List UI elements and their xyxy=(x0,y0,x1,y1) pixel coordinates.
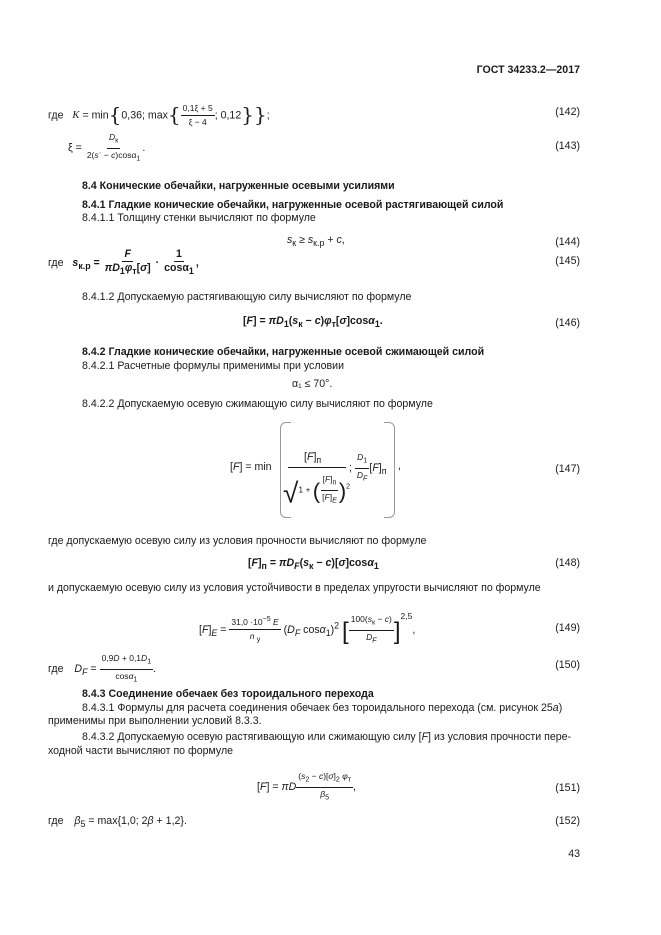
eq144-label: (144) xyxy=(555,236,580,248)
eq151-formula: [F] = πD $\frac{(s_2 - c)[\sigma]_2 \varphi_т}{\beta_5}$ , xyxy=(257,771,356,802)
eq147-lhs: [F] = min xyxy=(230,461,272,473)
eq144-formula: $s_к \ge s_{к.р} + c$, xyxy=(287,234,345,249)
para-8-4-3-1b: применимы при выполнении условий 8.3.3. xyxy=(48,715,262,727)
eq147-ratio: ; $\frac{D_1}{D_F}$ $[F]_п$ xyxy=(349,452,387,483)
eq146-formula: $[F] = \pi D_1(s_к - c)\varphi_т[\sigma]\cos\alpha_1$. xyxy=(243,315,383,330)
eq150-formula: где $D_F$ = $\frac{0,9D + 0,1D_1}{\cos\alpha_1}$ . xyxy=(48,653,157,684)
standard-header: ГОСТ 34233.2—2017 xyxy=(476,64,580,76)
eq145-formula: где $s_{к.р}$ = $\frac{F}{\pi D_1\varphi_т[\sigma]}$ · $\frac{1}{\cos\alpha_1}$ , xyxy=(48,248,199,277)
eq151-label: (151) xyxy=(555,782,580,794)
eq148-formula: $[F]_п = \pi D_F(s_к - c)[\sigma]\cos\alpha_1$ xyxy=(248,557,379,572)
eq147-fraction-bar xyxy=(288,467,346,468)
condition-alpha: α₁ ≤ 70°. xyxy=(292,378,333,390)
eq152-formula: где $\beta_5 = \max\{1,0$; 2β + 1,2}. xyxy=(48,815,187,830)
para-8-4-2-1: 8.4.2.1 Расчетные формулы применимы при условии xyxy=(82,360,344,372)
para-8-4-2-2: 8.4.2.2 Допускаемую осевую сжимающую силу вычисляют по формуле xyxy=(82,398,433,410)
eq142-lead: где xyxy=(48,109,64,122)
eq143-label: (143) xyxy=(555,140,580,152)
eq147-comma: , xyxy=(398,460,401,472)
section-8-4-1-heading: 8.4.1 Гладкие конические обечайки, нагруженные осевой растягивающей силой xyxy=(82,199,504,211)
eq147-sqrt: √1 + ( $\frac{[F]_п}{[F]_E}$ )$^2$ xyxy=(283,474,351,509)
eq147-label: (147) xyxy=(555,463,580,475)
section-8-4-heading: 8.4 Конические обечайки, нагруженные осевыми усилиями xyxy=(82,180,395,192)
para-8-4-3-1a-text: 8.4.3.1 Формулы для расчета соединения обечаек без тороидального перехода (см. рисунок 25 xyxy=(82,702,553,714)
eq150-lead: где xyxy=(48,662,64,675)
eq145-label: (145) xyxy=(555,255,580,267)
para-8-4-1-2: 8.4.1.2 Допускаемую растягивающую силу вычисляют по формуле xyxy=(82,291,412,303)
para-8-4-3-1a-letter: а xyxy=(552,702,559,714)
para-8-4-3-2b: ходной части вычисляют по формуле xyxy=(48,745,234,757)
eq150-label: (150) xyxy=(555,659,580,671)
para-8-4-1-1: 8.4.1.1 Толщину стенки вычисляют по формуле xyxy=(82,212,316,224)
eq143-formula: ξ = $\frac{D_к}{2(sˈ - c)\cos\alpha_1}$ . xyxy=(68,132,146,163)
para-8-4-3-2a: 8.4.3.2 Допускаемую осевую растягивающую или сжимающую силу [F] из условия прочности пере- xyxy=(82,731,572,743)
para-stability: и допускаемую осевую силу из условия устойчивости в пределах упругости вычисляют по формуле xyxy=(48,582,541,594)
eq149-label: (149) xyxy=(555,622,580,634)
para-strength: где допускаемую осевую силу из условия прочности вычисляют по формуле xyxy=(48,535,427,547)
eq146-label: (146) xyxy=(555,317,580,329)
eq152-label: (152) xyxy=(555,815,580,827)
section-8-4-2-heading: 8.4.2 Гладкие конические обечайки, нагруженные осевой сжимающей силой xyxy=(82,346,485,358)
eq142-formula: где K = min{0,36; max{ $\frac{0,1\xi + 5}{\xi - 4}$ ; 0,12}}; xyxy=(48,102,270,127)
eq147-fn: $[F]_п$ xyxy=(304,451,322,466)
eq149-formula: $[F]_E$ = $\frac{31,0 \cdot 10^{-5} E}{n _у}$ ($D_F$ cosα$_1$)$^2$ [ $\frac{100(s_к - c)}{D_F}$ ]$^{2,5}$, xyxy=(199,611,416,645)
para-8-4-3-2a-text: 8.4.3.2 Допускаемую осевую растягивающую или сжимающую силу xyxy=(82,731,416,743)
eq152-lead: где xyxy=(48,815,64,827)
para-8-4-3-2a-end: из условия прочности пере- xyxy=(433,731,572,743)
section-8-4-3-heading: 8.4.3 Соединение обечаек без тороидального перехода xyxy=(82,688,374,700)
eq142-label: (142) xyxy=(555,106,580,118)
eq148-label: (148) xyxy=(555,557,580,569)
para-8-4-3-1a xyxy=(82,702,562,715)
eq145-lead: где xyxy=(48,256,64,269)
page-number: 43 xyxy=(568,848,580,860)
para-8-4-3-1a-end: ) xyxy=(558,702,563,714)
